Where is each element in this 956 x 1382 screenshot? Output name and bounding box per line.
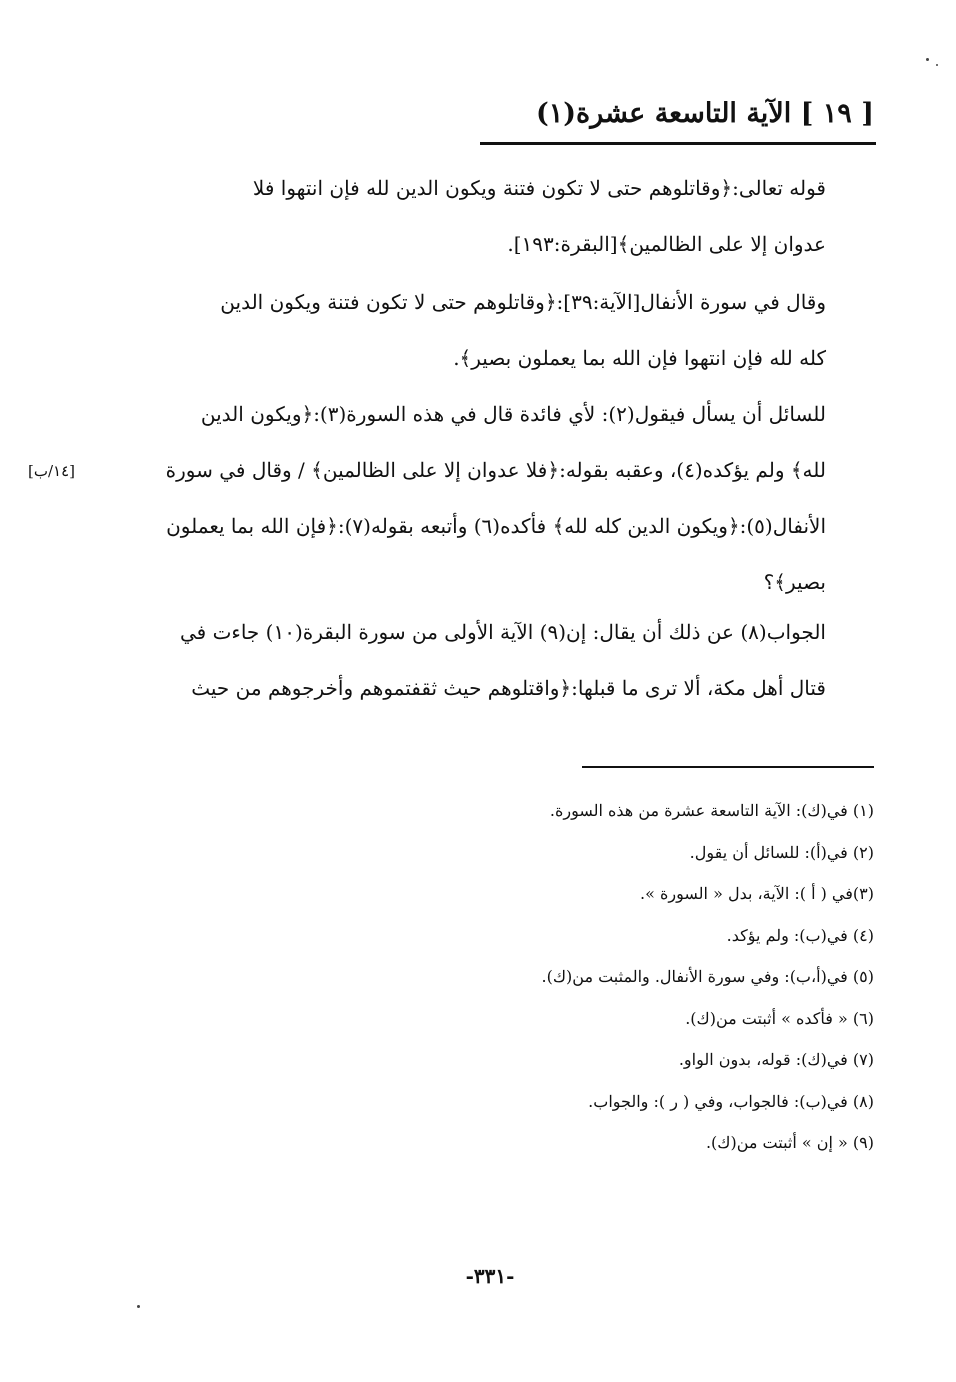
text-line: لله﴾ ولم يؤكده(٤)، وعقبه بقوله:﴿فلا عدوان إلا على الظالمين﴾ / وقال في سورة [165,458,826,482]
footnote-separator [582,766,874,768]
footnote: (٤) في(ب): ولم يؤكد. [726,925,874,945]
text-line: قوله تعالى:﴿وقاتلوهم حتى لا تكون فتنة ويكون الدين لله فإن انتهوا فلا [252,176,826,200]
paragraph-1 [130,160,874,272]
footnotes-list [354,790,874,1164]
heading-underline [480,142,876,145]
footnote: (٧) في(ك): قوله، بدون الواو. [678,1050,874,1069]
section-heading: [ ١٩ ] الآية التاسعة عشرة(١) [535,98,874,129]
margin-folio-note: [١٤/ب] [28,462,76,480]
text-line: عدوان إلا على الظالمين﴾[البقرة:١٩٣]. [507,232,826,256]
footnote: (٦) « فأكده » أثبتت من(ك). [685,1008,874,1028]
scan-speck [936,64,938,66]
scan-speck [137,1305,140,1308]
footnote: (٨) في(ب): فالجواب، وفي ( ر ): والجواب. [588,1091,874,1111]
text-line: بصير﴾؟ [763,570,826,594]
paragraph-4 [130,604,874,716]
scan-speck [926,58,929,61]
text-line: كله لله فإن انتهوا فإن الله بما يعملون بصير﴾. [453,346,826,370]
paragraph-3 [130,386,874,610]
footnote: (٢) في(أ): للسائل أن يقول. [689,842,874,862]
footnote: (٥) في(أ،ب): وفي سورة الأنفال. والمثبت من(ك). [541,967,874,986]
text-line: وقال في سورة الأنفال[الآية:٣٩]:﴿وقاتلوهم حتى لا تكون فتنة ويكون الدين [220,290,826,314]
text-line: الأنفال(٥):﴿ويكون الدين كله لله﴾ فأكده(٦) وأتبعه بقوله(٧):﴿فإن الله بما يعملون [166,514,826,538]
text-line: قتال أهل مكة، ألا ترى ما قبلها:﴿واقتلوهم حيث ثقفتموهم وأخرجوهم من حيث [191,676,826,700]
page-number: -٣٣١- [465,1264,515,1288]
footnote: (٣)في ( أ ): الآية، بدل « السورة ». [640,884,874,903]
text-line: للسائل أن يسأل فيقول(٢): لأي فائدة قال في هذه السورة(٣):﴿ويكون الدين [200,402,826,426]
paragraph-2 [130,274,874,386]
text-line: الجواب(٨) عن ذلك أن يقال: إن(٩) الآية الأولى من سورة البقرة(١٠) جاءت في [180,620,826,644]
footnote: (٩) « إن » أثبتت من(ك). [705,1133,874,1152]
footnote: (١) في(ك): الآية التاسعة عشرة من هذه السورة. [549,801,874,820]
